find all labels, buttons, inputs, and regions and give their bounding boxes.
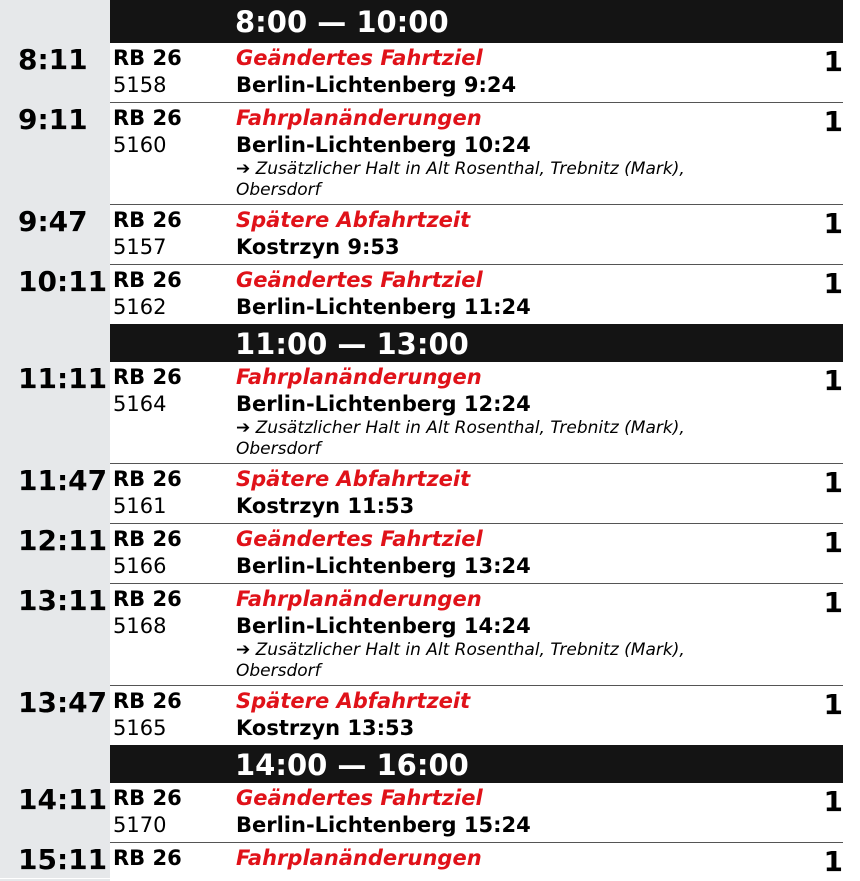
service-status: Geändertes Fahrtziel [236, 268, 483, 292]
service-info [236, 464, 803, 523]
destination: Kostrzyn 9:53 [236, 235, 400, 259]
service-info [236, 43, 803, 102]
train-number: 5160 [113, 133, 167, 157]
service-info [236, 843, 803, 879]
track-number: 1 [823, 45, 843, 78]
train-line: RB 26 [113, 786, 182, 810]
service-note: ➔ Zusätzlicher Halt in Alt Rosenthal, Trebnitz (Mark), Obersdorf [236, 418, 685, 459]
departure-time: 13:47 [18, 686, 108, 719]
service-status: Geändertes Fahrtziel [236, 786, 483, 810]
track-number: 1 [823, 845, 843, 878]
destination: Berlin-Lichtenberg 10:24 [236, 133, 531, 157]
service-note: ➔ Zusätzlicher Halt in Alt Rosenthal, Trebnitz (Mark), Obersdorf [236, 159, 685, 200]
destination: Berlin-Lichtenberg 9:24 [236, 73, 517, 97]
service-info [236, 686, 803, 745]
train-number: 5161 [113, 494, 167, 518]
train-info [110, 843, 236, 879]
departure-time: 14:11 [18, 783, 108, 816]
train-info [110, 783, 236, 842]
train-line: RB 26 [113, 846, 182, 870]
train-number: 5164 [113, 392, 167, 416]
departure-row [0, 843, 843, 879]
track-number: 1 [823, 688, 843, 721]
service-info [236, 103, 803, 204]
departure-row [0, 265, 843, 324]
destination: Berlin-Lichtenberg 14:24 [236, 614, 531, 638]
train-info [110, 103, 236, 204]
train-number: 5158 [113, 73, 167, 97]
train-info [110, 265, 236, 324]
destination: Berlin-Lichtenberg 15:24 [236, 813, 531, 837]
service-status: Fahrplanänderungen [236, 846, 482, 870]
service-status: Fahrplanänderungen [236, 106, 482, 130]
service-info [236, 584, 803, 685]
departure-row [0, 43, 843, 103]
destination: Berlin-Lichtenberg 12:24 [236, 392, 531, 416]
departure-row [0, 686, 843, 745]
departure-row [0, 103, 843, 205]
destination: Berlin-Lichtenberg 11:24 [236, 295, 531, 319]
service-info [236, 362, 803, 463]
service-info [236, 265, 803, 324]
track-number: 1 [823, 364, 843, 397]
time-block-header: 11:00 — 13:00 [110, 324, 843, 362]
train-number: 5170 [113, 813, 167, 837]
service-status: Fahrplanänderungen [236, 587, 482, 611]
train-info [110, 43, 236, 102]
train-line: RB 26 [113, 268, 182, 292]
service-note: ➔ Zusätzlicher Halt in Alt Rosenthal, Trebnitz (Mark), Obersdorf [236, 640, 685, 681]
departure-time: 11:11 [18, 362, 108, 395]
service-info [236, 205, 803, 264]
train-line: RB 26 [113, 689, 182, 713]
train-line: RB 26 [113, 587, 182, 611]
departure-time: 9:11 [18, 103, 88, 136]
departure-row [0, 524, 843, 584]
train-line: RB 26 [113, 46, 182, 70]
departure-time: 8:11 [18, 43, 88, 76]
departure-time: 10:11 [18, 265, 108, 298]
train-info [110, 584, 236, 685]
departure-time: 13:11 [18, 584, 108, 617]
track-number: 1 [823, 267, 843, 300]
track-number: 1 [823, 526, 843, 559]
departure-time: 12:11 [18, 524, 108, 557]
departure-row [0, 783, 843, 843]
service-status: Geändertes Fahrtziel [236, 46, 483, 70]
departure-time: 11:47 [18, 464, 108, 497]
train-info [110, 686, 236, 745]
service-status: Spätere Abfahrtzeit [236, 467, 471, 491]
departure-row [0, 362, 843, 464]
departure-time: 15:11 [18, 843, 108, 876]
train-line: RB 26 [113, 106, 182, 130]
departure-time: 9:47 [18, 205, 88, 238]
destination: Kostrzyn 13:53 [236, 716, 415, 740]
train-line: RB 26 [113, 365, 182, 389]
service-info [236, 783, 803, 842]
train-number: 5165 [113, 716, 167, 740]
departure-row [0, 205, 843, 265]
train-info [110, 362, 236, 463]
time-block-header: 8:00 — 10:00 [110, 0, 843, 43]
train-info [110, 205, 236, 264]
service-info [236, 524, 803, 583]
service-status: Fahrplanänderungen [236, 365, 482, 389]
track-number: 1 [823, 586, 843, 619]
destination: Berlin-Lichtenberg 13:24 [236, 554, 531, 578]
train-number: 5168 [113, 614, 167, 638]
train-info [110, 464, 236, 523]
train-number: 5162 [113, 295, 167, 319]
train-line: RB 26 [113, 467, 182, 491]
service-status: Geändertes Fahrtziel [236, 527, 483, 551]
train-number: 5157 [113, 235, 167, 259]
train-line: RB 26 [113, 527, 182, 551]
track-number: 1 [823, 207, 843, 240]
train-info [110, 524, 236, 583]
departure-row [0, 464, 843, 524]
service-status: Spätere Abfahrtzeit [236, 689, 471, 713]
service-status: Spätere Abfahrtzeit [236, 208, 471, 232]
destination: Kostrzyn 11:53 [236, 494, 415, 518]
train-line: RB 26 [113, 208, 182, 232]
track-number: 1 [823, 466, 843, 499]
time-block-header: 14:00 — 16:00 [110, 745, 843, 783]
track-number: 1 [823, 785, 843, 818]
train-number: 5166 [113, 554, 167, 578]
track-number: 1 [823, 105, 843, 138]
departure-row [0, 584, 843, 686]
